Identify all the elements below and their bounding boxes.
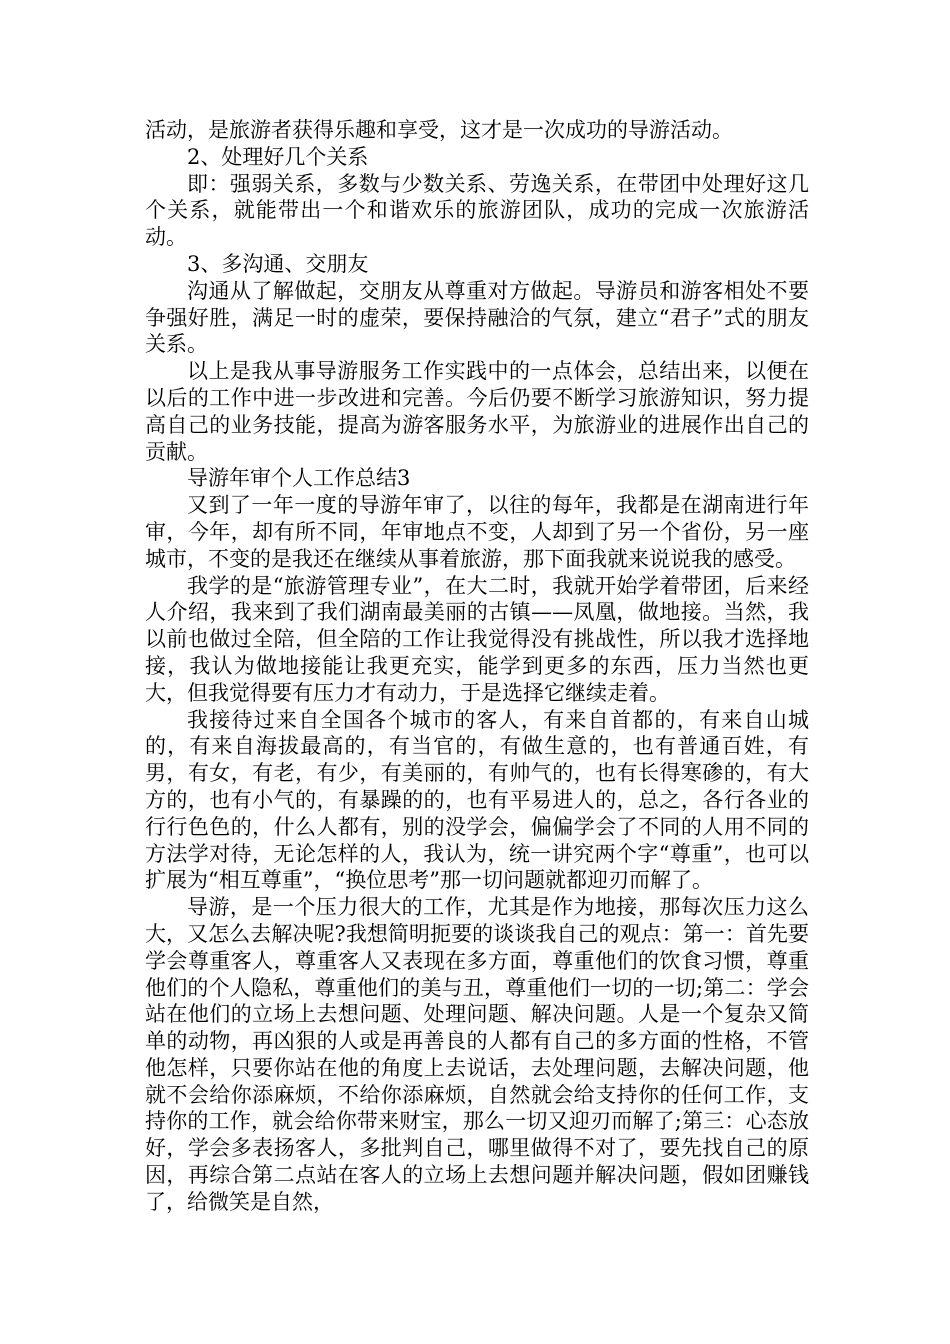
paragraph-6: 以上是我从事导游服务工作实践中的一点体会，总结出来，以便在以后的工作中进一步改进和完善。今后仍要不断学习旅游知识，努力提高自己的业务技能，提高为游客服务水平，为旅游业的进展作出自己的贡献。 [145,359,809,464]
paragraph-5: 沟通从了解做起，交朋友从尊重对方做起。导游员和游客相处不要争强好胜，满足一时的虚荣，要保持融洽的气氛，建立“君子”式的朋友关系。 [145,278,809,357]
paragraph-8: 又到了一年一度的导游年审了，以往的每年，我都是在湖南进行年审，今年，却有所不同，年审地点不变，人却到了另一个省份，另一座城市，不变的是我还在继续从事着旅游，那下面我就来说说我的感受。 [145,493,809,571]
paragraph-1: 活动，是旅游者获得乐趣和享受，这才是一次成功的导游活动。 [145,118,733,142]
paragraph-9: 我学的是“旅游管理专业”，在大二时，我就开始学着带团，后来经人介绍，我来到了我们湖南最美丽的古镇——凤凰，做地接。当然，我以前也做过全陪，但全陪的工作让我觉得没有挑战性，所以我才选择地接，我认为做地接能让我更充实，能学到更多的东西，压力当然也更大，但我觉得要有压力才有动力，于是选择它继续走着。 [145,573,809,705]
document-page [145,117,809,1216]
heading-item-2: 2、处理好几个关系 [187,144,369,169]
heading-item-3: 3、多沟通、交朋友 [187,251,369,276]
paragraph-10: 我接待过来自全国各个城市的客人，有来自首都的，有来自山城的，有来自海拔最高的，有当官的，有做生意的，也有普通百姓，有男，有女，有老，有少，有美丽的，有帅气的，也有长得寒碜的，有大方的，也有小气的，有暴躁的的，也有平易进人的，总之，各行各业的行行色色的，什么人都有，别的没学会，偏偏学会了不同的人用不同的方法学对待，无论怎样的人，我认为，统一讲究两个字“尊重”，也可以扩展为“相互尊重”，“换位思考”那一切问题就都迎刃而解了。 [145,707,809,893]
section-title: 导游年审个人工作总结3 [187,466,411,491]
paragraph-3: 即：强弱关系，多数与少数关系、劳逸关系，在带团中处理好这几个关系，就能带出一个和谐欢乐的旅游团队，成功的完成一次旅游活动。 [145,171,809,250]
paragraph-11: 导游，是一个压力很大的工作，尤其是作为地接，那每次压力这么大，又怎么去解决呢?我想简明扼要的谈谈我自己的观点：第一：首先要学会尊重客人，尊重客人又表现在多方面，尊重他们的饮食习惯，尊重他们的个人隐私，尊重他们的美与丑，尊重他们一切的一切;第二：学会站在他们的立场上去想问题、处理问题、解决问题。人是一个复杂又简单的动物，再凶狠的人或是再善良的人都有自己的多方面的性格，不管他怎样，只要你站在他的角度上去说话，去处理问题，去解决问题，他就不会给你添麻烦，不给你添麻烦，自然就会给支持你的任何工作，支持你的工作，就会给你带来财宝，那么一切又迎刃而解了;第三：心态放好，学会多表扬客人，多批判自己，哪里做得不对了，要先找自己的原因，再综合第二点站在客人的立场上去想问题并解决问题，假如团赚钱了，给微笑是自然， [145,895,809,1214]
